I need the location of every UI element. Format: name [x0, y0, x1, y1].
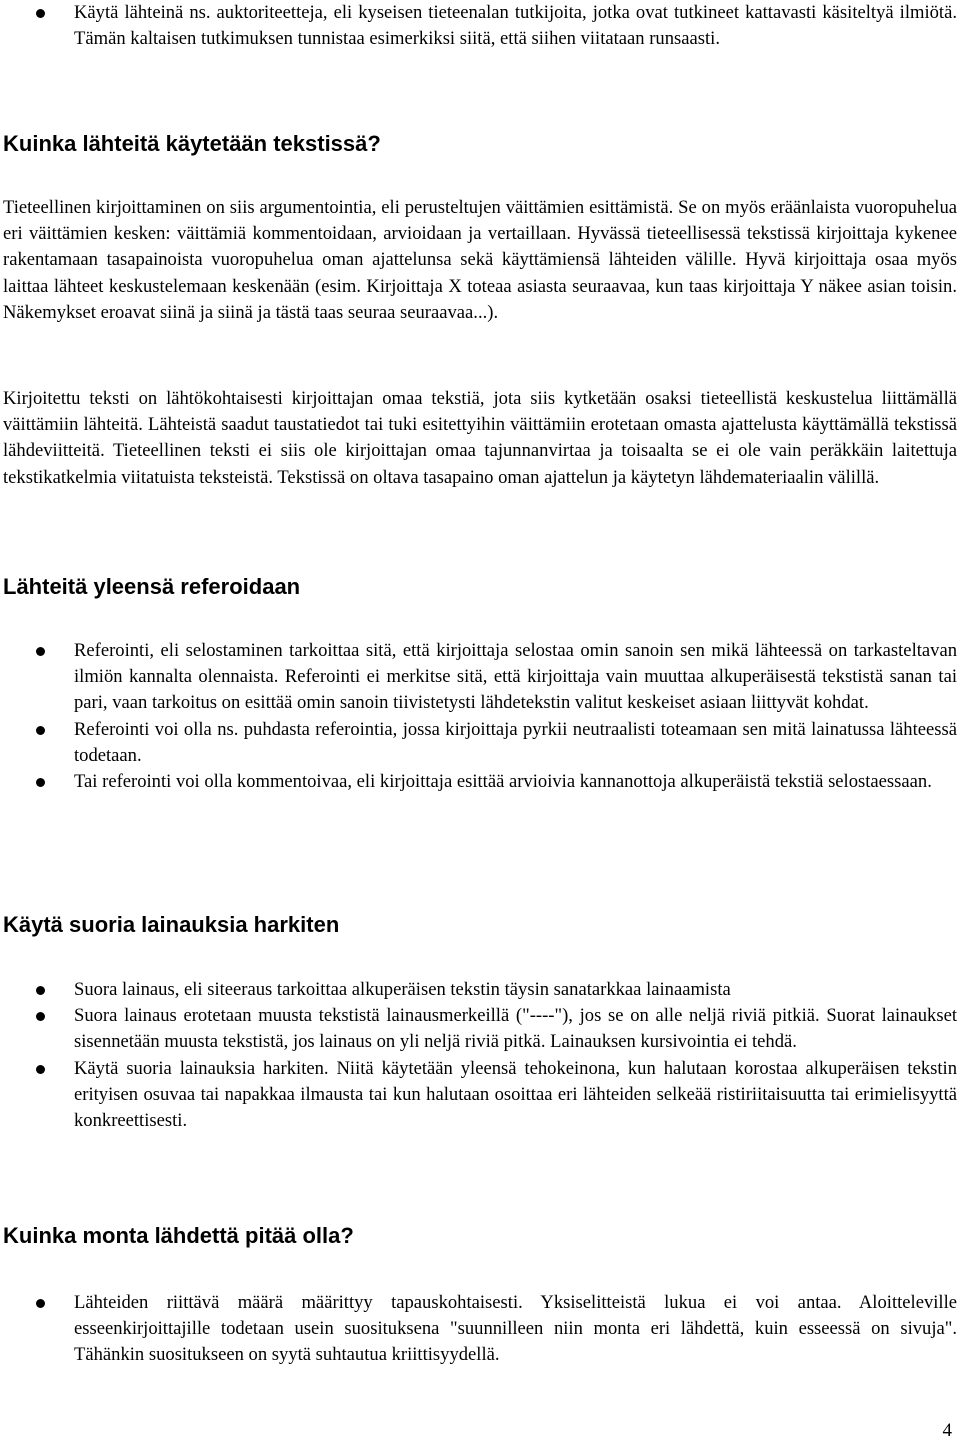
- bullet-icon: [36, 1065, 45, 1074]
- list-item: Käytä lähteinä ns. auktoriteetteja, eli kyseisen tieteenalan tutkijoita, jotka ovat tutkineet kattavasti käsiteltyä ilmiötä. Tämän kaltaisen tutkimuksen tunnistaa esimerkiksi siitä, että siihen viitataan runsaasti.: [3, 0, 957, 52]
- bullet-icon: [36, 9, 45, 18]
- bullet-icon: [36, 647, 45, 656]
- section-heading-how-many-sources: Kuinka monta lähdettä pitää olla?: [3, 1223, 354, 1248]
- bullet-icon: [36, 778, 45, 787]
- bullet-icon: [36, 1012, 45, 1021]
- list-item: Referointi, eli selostaminen tarkoittaa sitä, että kirjoittaja selostaa omin sanoin sen mikä lähteessä on tarkasteltavan ilmiön kannalta olennaista. Referointi ei merkitse sitä, että kirjoittaja vain muuttaa alkuperäisestä tekstistä sanan tai pari, vaan tarkoitus on esittää omin sanoin tiivistetysti lähdetekstin valitut keskeiset asiaan liittyvät kohdat.: [3, 638, 957, 717]
- sources-count-bullet-list: [3, 1290, 957, 1369]
- list-item: Lähteiden riittävä määrä määrittyy tapauskohtaisesti. Yksiselitteistä lukua ei voi antaa. Aloitteleville esseenkirjoittajille todetaan usein suosituksena "suunnilleen niin monta eri lähdettä, kuin esseessä on sivuja". Tähänkin suositukseen on syytä suhtautua kriittisyydellä.: [3, 1290, 957, 1369]
- section-heading-using-sources: Kuinka lähteitä käytetään tekstissä?: [3, 131, 381, 156]
- list-item: Referointi voi olla ns. puhdasta referointia, jossa kirjoittaja pyrkii neutraalisti toteamaan sen mitä lainatussa lähteessä todetaan.: [3, 717, 957, 769]
- bullet-icon: [36, 986, 45, 995]
- list-item: Käytä suoria lainauksia harkiten. Niitä käytetään yleensä tehokeinona, kun halutaan korostaa alkuperäisen tekstin erityisen osuvaa tai napakkaa ilmausta tai kun halutaan osoittaa eri lähteiden selkeää ristiriitaisuutta tai erimielisyyttä konkreettisesti.: [3, 1056, 957, 1135]
- list-item: Suora lainaus erotetaan muusta tekstistä lainausmerkeillä ("----"), jos se on alle neljä riviä pitkiä. Suorat lainaukset sisennetään muusta tekstistä, jos lainaus on yli neljä riviä pitkä. Lainauksen kursivointia ei tehdä.: [3, 1003, 957, 1055]
- bullet-icon: [36, 1299, 45, 1308]
- section-heading-direct-quotes: Käytä suoria lainauksia harkiten: [3, 912, 340, 937]
- body-paragraph: Kirjoitettu teksti on lähtökohtaisesti kirjoittajan omaa tekstiä, jota siis kytketään osaksi tieteellistä keskustelua liittämällä väittämiin lähteitä. Lähteistä saadut taustatiedot tai tuki esitettyihin väittämiin erotetaan omasta ajattelusta käyttämällä tekstissä lähdeviitteitä. Tieteellinen teksti ei siis ole kirjoittajan omaa tajunnanvirtaa ja toisaalta se ei ole vain peräkkäin laitettuja tekstikatkelmia viitatuista teksteistä. Tekstissä on oltava tasapaino oman ajattelun ja käytetyn lähdemateriaalin välillä.: [3, 388, 957, 488]
- page-number: 4: [942, 1420, 952, 1441]
- body-paragraph: Tieteellinen kirjoittaminen on siis argumentointia, eli perusteltujen väittämien esittämistä. Se on myös eräänlaista vuoropuhelua eri väittämien kesken: väittämiä kommentoidaan, arvioidaan ja vertaillaan. Hyvässä tieteellisessä tekstissä kirjoittaja kykenee rakentamaan tasapainoista vuoropuhelua oman ajattelunsa sekä käyttämiensä lähteiden välille. Hyvä kirjoittaja osaa myös laittaa lähteet keskustelemaan keskenään (esim. Kirjoittaja X toteaa asiasta seuraavaa, kun taas kirjoittaja Y näkee asian toisin. Näkemykset eroavat siinä ja siinä ja tästä taas seuraa seuraavaa...).: [3, 197, 957, 323]
- list-item: Suora lainaus, eli siteeraus tarkoittaa alkuperäisen tekstin täysin sanatarkkaa lainaamista: [3, 977, 957, 1003]
- section-heading-referencing: Lähteitä yleensä referoidaan: [3, 574, 301, 599]
- intro-bullet-list: [3, 0, 957, 52]
- bullet-icon: [36, 726, 45, 735]
- referencing-bullet-list: [3, 638, 957, 795]
- list-item: Tai referointi voi olla kommentoivaa, eli kirjoittaja esittää arvioivia kannanottoja alkuperäistä tekstiä selostaessaan.: [3, 769, 957, 795]
- quotes-bullet-list: [3, 977, 957, 1134]
